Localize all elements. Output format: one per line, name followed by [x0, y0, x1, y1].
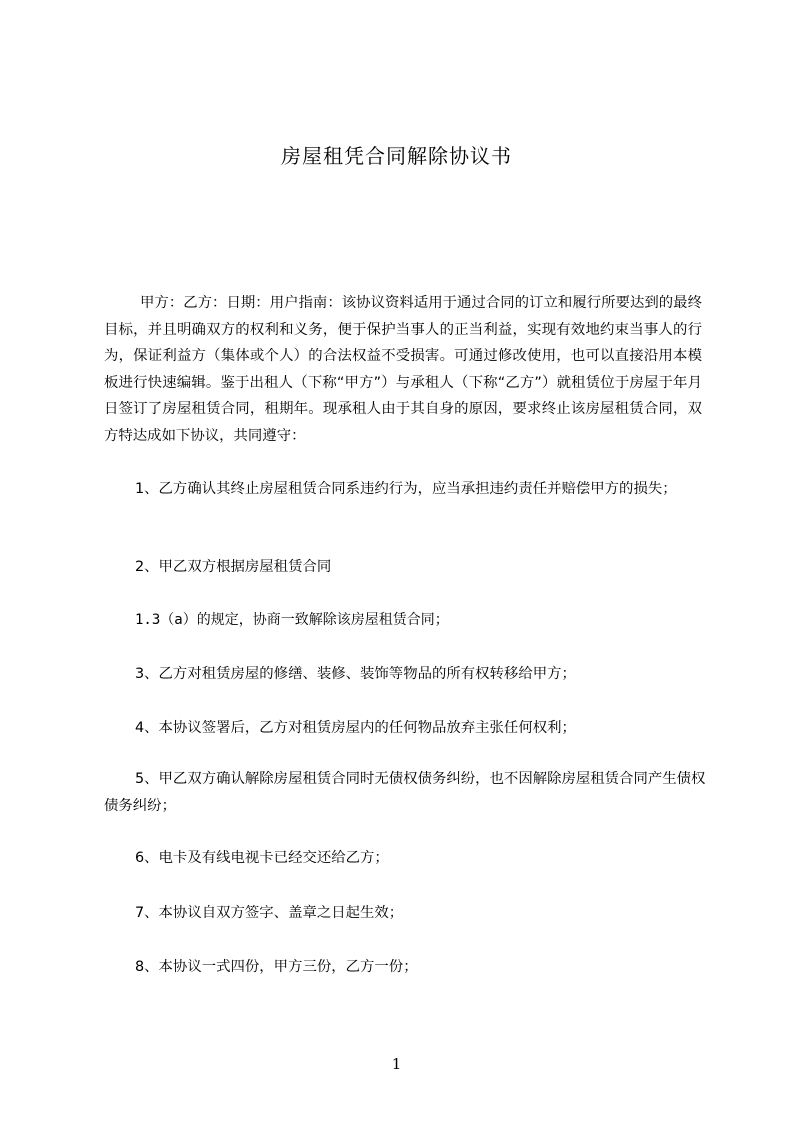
clause-3: 3、乙方对租赁房屋的修缮、装修、装饰等物品的所有权转移给甲方；	[135, 666, 576, 682]
clause-1-3a: 1.3（a）的规定，协商一致解除该房屋租赁合同；	[135, 612, 449, 628]
page-number: 1	[391, 1055, 402, 1073]
clause-1: 1、乙方确认其终止房屋租赁合同系违约行为，应当承担违约责任并赔偿甲方的损失；	[135, 481, 677, 497]
clause-4: 4、本协议签署后，乙方对租赁房屋内的任何物品放弃主张任何权利；	[135, 720, 576, 736]
clause-8: 8、本协议一式四份，甲方三份，乙方一份；	[135, 959, 418, 975]
document-title: 房屋租凭合同解除协议书	[281, 144, 512, 168]
clause-6: 6、电卡及有线电视卡已经交还给乙方；	[135, 850, 389, 866]
clause-2: 2、甲乙双方根据房屋租赁合同	[135, 559, 332, 575]
intro-paragraph: 甲方：乙方：日期：用户指南：该协议资料适用于通过合同的订立和履行所要达到的最终目标，并且明确双方的权利和义务，便于保护当事人的正当利益，实现有效地约束当事人的行为，保证利益方（集体或个人）的合法权益不受损害。可通过修改使用，也可以直接沿用本模板进行快速编辑。鉴于出租人（下称“甲方”）与承租人（下称“乙方”）就租赁位于房屋于年月日签订了房屋租赁合同，租期年。现承租人由于其自身的原因，要求终止该房屋租赁合同，双方特达成如下协议，共同遵守：	[104, 295, 702, 444]
clause-7: 7、本协议自双方签字、盖章之日起生效；	[135, 905, 404, 921]
clause-5: 5、甲乙双方确认解除房屋租赁合同时无债权债务纠纷，也不因解除房屋租赁合同产生债权债务纠纷；	[104, 771, 706, 814]
